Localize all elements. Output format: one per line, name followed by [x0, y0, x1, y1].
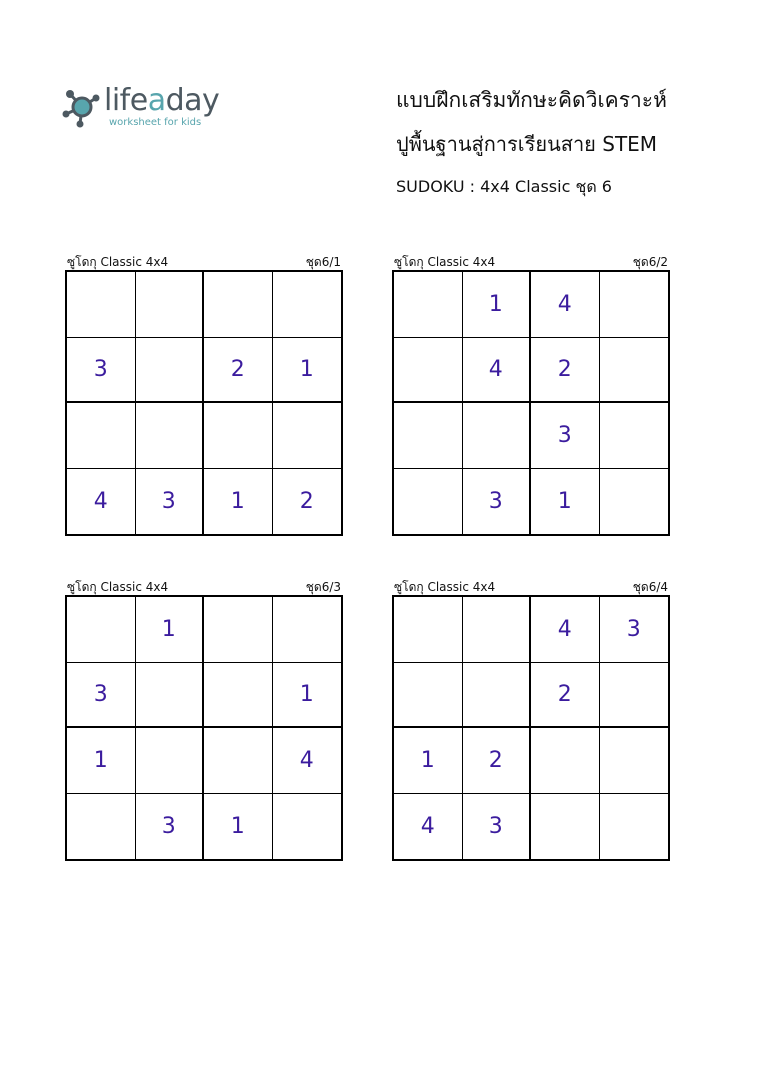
worksheet-set-label: SUDOKU : 4x4 Classic ชุด 6 — [396, 177, 612, 196]
sudoku-cell[interactable] — [204, 403, 273, 469]
sudoku-cell[interactable] — [67, 272, 136, 338]
sudoku-cell[interactable] — [600, 338, 669, 404]
sudoku-cell[interactable]: 4 — [463, 338, 532, 404]
worksheet-subtitle: ปูพื้นฐานสู่การเรียนสาย STEM — [396, 132, 658, 156]
sudoku-cell[interactable]: 4 — [394, 794, 463, 860]
sudoku-cell[interactable]: 1 — [531, 469, 600, 535]
sudoku-cell[interactable]: 1 — [463, 272, 532, 338]
sudoku-cell[interactable] — [394, 597, 463, 663]
sudoku-cell[interactable] — [136, 338, 205, 404]
sudoku-cell[interactable]: 2 — [463, 728, 532, 794]
puzzle-label: ซูโดกุ Classic 4x4 — [394, 580, 496, 594]
sudoku-cell[interactable] — [394, 272, 463, 338]
sudoku-cell[interactable] — [273, 272, 342, 338]
sudoku-cell[interactable]: 4 — [531, 272, 600, 338]
sudoku-cell[interactable] — [67, 794, 136, 860]
sudoku-cell[interactable]: 1 — [204, 794, 273, 860]
sudoku-cell[interactable] — [273, 597, 342, 663]
sudoku-cell[interactable]: 2 — [531, 663, 600, 729]
sudoku-cell[interactable] — [204, 663, 273, 729]
sudoku-cell[interactable] — [136, 728, 205, 794]
worksheet-title: แบบฝึกเสริมทักษะคิดวิเคราะห์ — [396, 88, 667, 112]
puzzle-code: ชุด6/4 — [632, 580, 668, 594]
sudoku-cell[interactable]: 3 — [531, 403, 600, 469]
sudoku-cell[interactable] — [394, 663, 463, 729]
puzzle-code: ชุด6/3 — [305, 580, 341, 594]
sudoku-puzzle — [65, 253, 343, 514]
sudoku-cell[interactable] — [67, 597, 136, 663]
sudoku-cell[interactable]: 3 — [600, 597, 669, 663]
puzzle-label: ซูโดกุ Classic 4x4 — [67, 255, 169, 269]
puzzle-label: ซูโดกุ Classic 4x4 — [67, 580, 169, 594]
sudoku-cell[interactable]: 1 — [273, 338, 342, 404]
puzzle-caption — [65, 253, 343, 268]
puzzle-caption — [392, 578, 670, 593]
sudoku-cell[interactable] — [463, 403, 532, 469]
puzzle-label: ซูโดกุ Classic 4x4 — [394, 255, 496, 269]
sudoku-cell[interactable] — [463, 597, 532, 663]
sudoku-cell[interactable] — [463, 663, 532, 729]
sudoku-cell[interactable] — [394, 403, 463, 469]
sudoku-cell[interactable] — [136, 403, 205, 469]
logo — [60, 84, 240, 136]
puzzle-caption — [65, 578, 343, 593]
sudoku-cell[interactable]: 1 — [136, 597, 205, 663]
sudoku-cell[interactable]: 3 — [67, 663, 136, 729]
sudoku-cell[interactable] — [531, 794, 600, 860]
puzzle-code: ชุด6/2 — [632, 255, 668, 269]
sudoku-cell[interactable] — [204, 272, 273, 338]
sudoku-grid — [65, 270, 343, 536]
sudoku-cell[interactable]: 4 — [67, 469, 136, 535]
sudoku-grid — [392, 595, 670, 861]
sudoku-cell[interactable]: 2 — [204, 338, 273, 404]
sudoku-cell[interactable] — [394, 338, 463, 404]
sudoku-cell[interactable] — [600, 403, 669, 469]
sudoku-puzzle — [392, 253, 670, 514]
sudoku-cell[interactable] — [531, 728, 600, 794]
sudoku-cell[interactable] — [600, 469, 669, 535]
sudoku-cell[interactable]: 3 — [136, 469, 205, 535]
sudoku-cell[interactable]: 1 — [394, 728, 463, 794]
logo-wordmark: lifeaday — [104, 83, 220, 118]
molecule-icon — [60, 86, 104, 128]
sudoku-cell[interactable]: 3 — [136, 794, 205, 860]
sudoku-grid — [392, 270, 670, 536]
sudoku-cell[interactable]: 1 — [67, 728, 136, 794]
sudoku-cell[interactable] — [136, 663, 205, 729]
sudoku-cell[interactable] — [600, 663, 669, 729]
sudoku-cell[interactable]: 4 — [273, 728, 342, 794]
puzzle-code: ชุด6/1 — [305, 255, 341, 269]
sudoku-cell[interactable] — [67, 403, 136, 469]
sudoku-cell[interactable]: 2 — [531, 338, 600, 404]
sudoku-cell[interactable]: 1 — [204, 469, 273, 535]
sudoku-cell[interactable] — [273, 794, 342, 860]
logo-tagline: worksheet for kids — [109, 117, 202, 128]
sudoku-puzzle — [392, 578, 670, 839]
sudoku-cell[interactable] — [273, 403, 342, 469]
sudoku-cell[interactable] — [600, 728, 669, 794]
sudoku-cell[interactable] — [394, 469, 463, 535]
sudoku-cell[interactable] — [600, 272, 669, 338]
sudoku-cell[interactable] — [204, 728, 273, 794]
sudoku-cell[interactable]: 2 — [299, 488, 314, 514]
sudoku-cell[interactable]: 3 — [67, 338, 136, 404]
sudoku-cell[interactable] — [204, 597, 273, 663]
sudoku-cell[interactable]: 3 — [463, 469, 532, 535]
sudoku-cell[interactable] — [600, 794, 669, 860]
sudoku-puzzle — [65, 578, 343, 839]
sudoku-cell[interactable]: 4 — [531, 597, 600, 663]
sudoku-grid — [65, 595, 343, 861]
sudoku-cell[interactable]: 1 — [273, 663, 342, 729]
sudoku-cell[interactable] — [136, 272, 205, 338]
puzzle-caption — [392, 253, 670, 268]
sudoku-cell[interactable]: 3 — [463, 794, 532, 860]
